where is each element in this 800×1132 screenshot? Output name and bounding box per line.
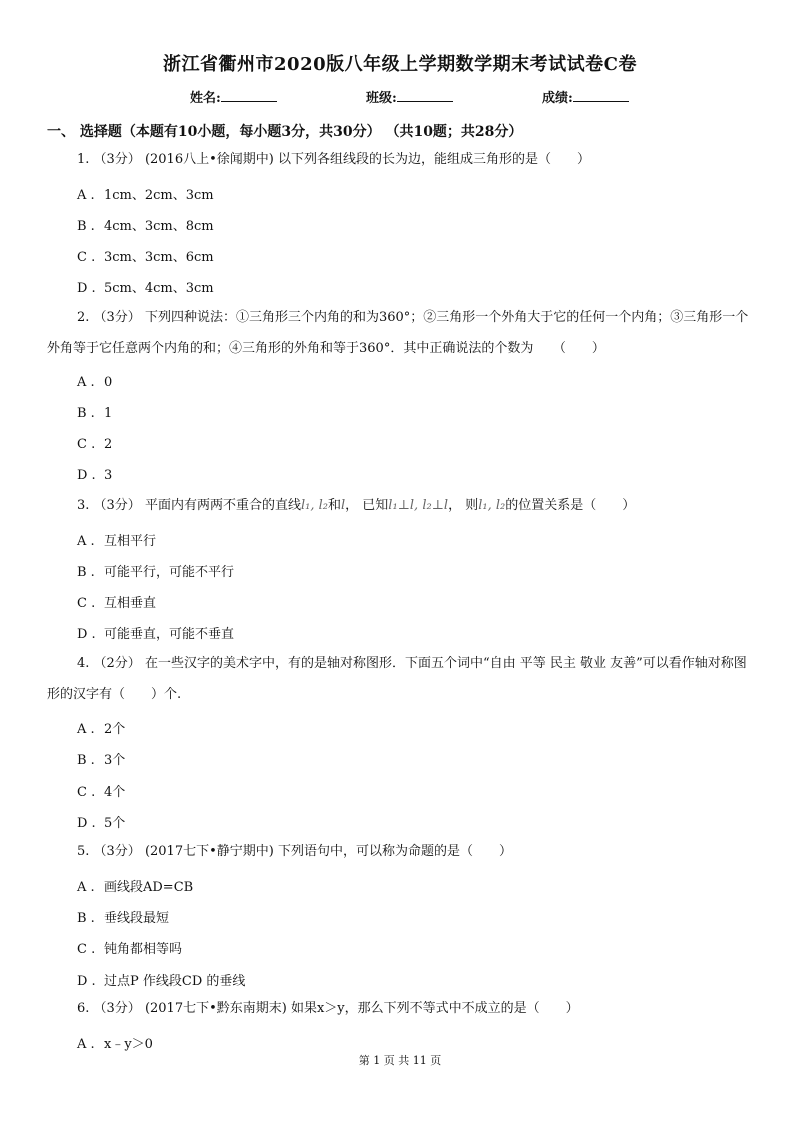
section-heading: 一、 选择题（本题有10小题，每小题3分，共30分） （共10题；共28分） (47, 124, 523, 140)
question-5-option-b: B . 垂线段最短 (77, 911, 170, 926)
name-field (190, 87, 277, 106)
question-3-stem: 3. （3分） 平面内有两两不重合的直线l₁, l₂和l， 已知l₁⊥l, l₂⊥l， 则l₁, l₂的位置关系是（ ） (77, 498, 636, 513)
score-blank (573, 89, 629, 102)
class-field (366, 87, 453, 106)
math-l1-l2: l₁, l₂ (300, 498, 328, 513)
question-5-stem: 5. （3分） (2017七下•静宁期中) 下列语句中，可以称为命题的是（ ） (77, 844, 512, 859)
question-4-stem: 4. （2分） 在一些汉字的美术字中，有的是轴对称图形．下面五个词中“自由 平等 民主 敬业 友善”可以看作轴对称图形的汉字有（ ）个. (47, 656, 747, 702)
question-3-option-d: D . 可能垂直，可能不垂直 (77, 627, 235, 642)
question-3-option-b: B . 可能平行，可能不平行 (77, 565, 235, 580)
question-1-option-d: D . 5cm、4cm、3cm (77, 281, 214, 296)
score-label: 成绩: (542, 91, 573, 106)
question-1-stem: 1. （3分） (2016八上•徐闻期中) 以下列各组线段的长为边，能组成三角形的是（ ） (77, 152, 590, 167)
question-1-option-a: A . 1cm、2cm、3cm (77, 188, 214, 203)
name-blank (221, 89, 277, 102)
question-2-option-a: A . 0 (77, 375, 113, 390)
question-4-option-a: A . 2个 (77, 722, 126, 737)
page-footer: 第 1 页 共 11 页 (358, 1054, 442, 1067)
name-label: 姓名: (190, 91, 221, 106)
question-2-option-c: C . 2 (77, 437, 113, 452)
class-blank (397, 89, 453, 102)
question-1-option-c: C . 3cm、3cm、6cm (77, 250, 214, 265)
question-2-stem: 2. （3分） 下列四种说法：①三角形三个内角的和为360°；②三角形一个外角大于它的任何一个内角；③三角形一个外角等于它任意两个内角的和；④三角形的外角和等于360°．其中正确说法的个数为 （ ） (47, 310, 749, 356)
math-perpendicular: l₁⊥l, l₂⊥l (388, 498, 449, 513)
question-6-stem: 6. （3分） (2017七下•黔东南期末) 如果x＞y，那么下列不等式中不成立的是（ ） (77, 1001, 579, 1016)
question-4-option-b: B . 3个 (77, 753, 126, 768)
question-3-option-a: A . 互相平行 (77, 534, 157, 549)
question-2-option-b: B . 1 (77, 406, 113, 421)
score-field (542, 87, 629, 106)
question-2-option-d: D . 3 (77, 468, 113, 483)
question-5-option-c: C . 钝角都相等吗 (77, 942, 183, 957)
question-1-option-b: B . 4cm、3cm、8cm (77, 219, 214, 234)
math-l: l (340, 498, 346, 513)
question-4-option-d: D . 5个 (77, 816, 126, 831)
math-l1-l2-second: l₁, l₂ (478, 498, 506, 513)
question-3-option-c: C . 互相垂直 (77, 596, 157, 611)
question-6-option-a: A . x﹣y＞0 (77, 1037, 153, 1052)
question-5-option-d: D . 过点P 作线段CD 的垂线 (77, 974, 246, 989)
page-title: 浙江省衢州市2020版八年级上学期数学期末考试试卷C卷 (163, 54, 637, 75)
class-label: 班级: (366, 91, 397, 106)
question-4-option-c: C . 4个 (77, 785, 126, 800)
question-5-option-a: A . 画线段AD=CB (77, 880, 194, 895)
